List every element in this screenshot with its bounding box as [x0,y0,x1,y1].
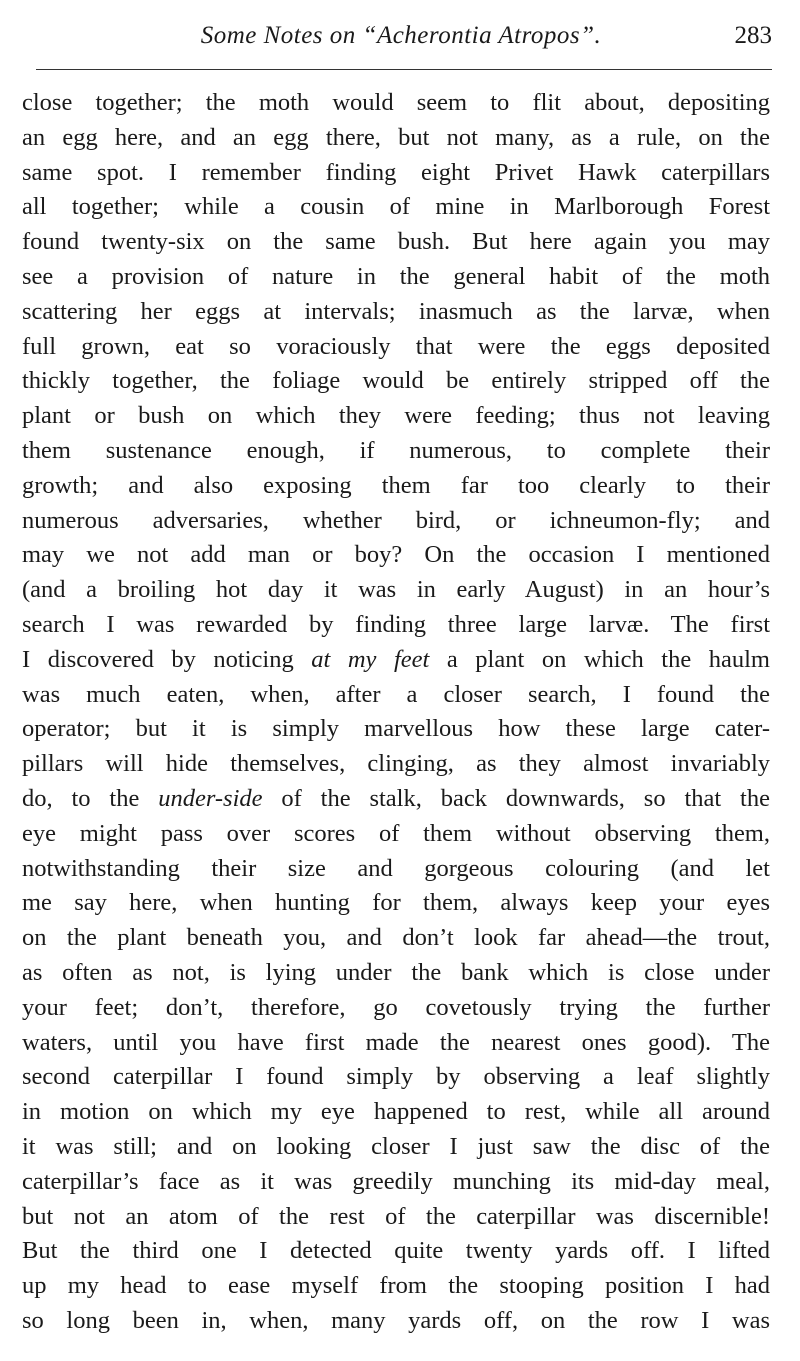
text-run: may we not add man or boy? On the occasion I mentioned [22,541,770,569]
text-line [22,1304,770,1339]
text-run: close together; the moth would seem to flit about, depositing [22,89,770,116]
text-run: thickly together, the foliage would be entirely stripped off the [22,367,770,395]
text-run: an egg here, and an egg there, but not many, as a rule, on the [22,123,770,151]
text-line [22,330,770,365]
text-run: as often as not, is lying under the bank which is close under [22,958,770,986]
text-line [22,921,770,956]
text-run: caterpillar’s face as it was greedily munching its mid-day meal, [22,1167,770,1195]
text-run: search I was rewarded by finding three large larvæ. The first [22,610,770,638]
text-run: of the stalk, back downwards, so that the [262,784,770,812]
text-run: (and a broiling hot day it was in early August) in an hour’s [22,576,770,604]
text-run: full grown, eat so voraciously that were the eggs deposited [22,332,770,360]
italic-emphasis: under-side [158,784,263,812]
text-line [22,991,770,1026]
text-line [22,260,770,295]
text-line [22,678,770,713]
text-run: up my head to ease myself from the stooping position I had [22,1272,770,1300]
text-line [22,86,770,121]
text-line [22,782,770,817]
text-line [22,712,770,747]
page-number: 283 [734,22,772,49]
text-run: me say here, when hunting for them, always keep your eyes [22,889,770,917]
text-line [22,190,770,225]
text-run: pillars will hide themselves, clinging, as they almost invariably [22,750,770,778]
header-rule [36,69,772,70]
page-header [30,14,772,60]
text-run: it was still; and on looking closer I just saw the disc of the [22,1132,770,1160]
running-title: Some Notes on “Acherontia Atropos”. [200,22,602,49]
text-line [22,1026,770,1061]
text-line [22,1095,770,1130]
text-line [22,1269,770,1304]
text-run: them sustenance enough, if numerous, to complete their [22,436,770,464]
text-run: plant or bush on which they were feeding; thus not leaving [22,402,770,430]
text-line [22,156,770,191]
text-run: waters, until you have first made the nearest ones good). The [22,1028,770,1056]
text-line [22,1130,770,1165]
text-run: all together; while a cousin of mine in Marlborough Forest [22,193,770,221]
text-run: do, to the [22,784,159,812]
text-run: numerous adversaries, whether bird, or ichneumon-fly; and [22,506,770,534]
text-line [22,121,770,156]
text-run: found twenty-six on the same bush. But here again you may [22,228,770,256]
text-line [22,538,770,573]
text-line [22,608,770,643]
text-line [22,225,770,260]
text-line [22,747,770,782]
text-line [22,1060,770,1095]
text-line [22,434,770,469]
text-line [22,817,770,852]
text-line [22,364,770,399]
text-run: notwithstanding their size and gorgeous colouring (and let [22,854,770,882]
text-run: but not an atom of the rest of the caterpillar was discernible! [22,1202,770,1230]
text-run: see a provision of nature in the general habit of the moth [22,262,770,290]
text-run: growth; and also exposing them far too clearly to their [22,471,770,499]
text-line [22,504,770,539]
text-line [22,852,770,887]
text-run: so long been in, when, many yards off, on the row I was [22,1306,770,1334]
text-run: second caterpillar I found simply by observing a leaf slightly [22,1063,770,1091]
text-line [22,1165,770,1200]
text-run: a plant on which the haulm [429,645,770,673]
text-line [22,1234,770,1269]
text-line [22,295,770,330]
text-run: But the third one I detected quite twenty yards off. I lifted [22,1237,770,1265]
text-run: your feet; don’t, therefore, go covetously trying the further [22,993,770,1021]
body-text [22,86,770,1339]
text-line [22,469,770,504]
text-run: scattering her eggs at intervals; inasmuch as the larvæ, when [22,297,770,325]
text-run: in motion on which my eye happened to rest, while all around [22,1098,770,1126]
text-run: same spot. I remember finding eight Privet Hawk caterpillars [22,158,770,186]
text-run: I discovered by noticing [22,645,312,673]
text-run: on the plant beneath you, and don’t look far ahead—the trout, [22,924,770,952]
italic-emphasis: at my feet [311,645,430,673]
text-run: operator; but it is simply marvellous how these large cater- [22,715,770,743]
text-line [22,399,770,434]
text-line [22,573,770,608]
text-line [22,886,770,921]
text-line [22,1200,770,1235]
text-run: was much eaten, when, after a closer search, I found the [22,680,770,708]
text-run: eye might pass over scores of them without observing them, [22,819,770,847]
text-line [22,643,770,678]
text-line [22,956,770,991]
